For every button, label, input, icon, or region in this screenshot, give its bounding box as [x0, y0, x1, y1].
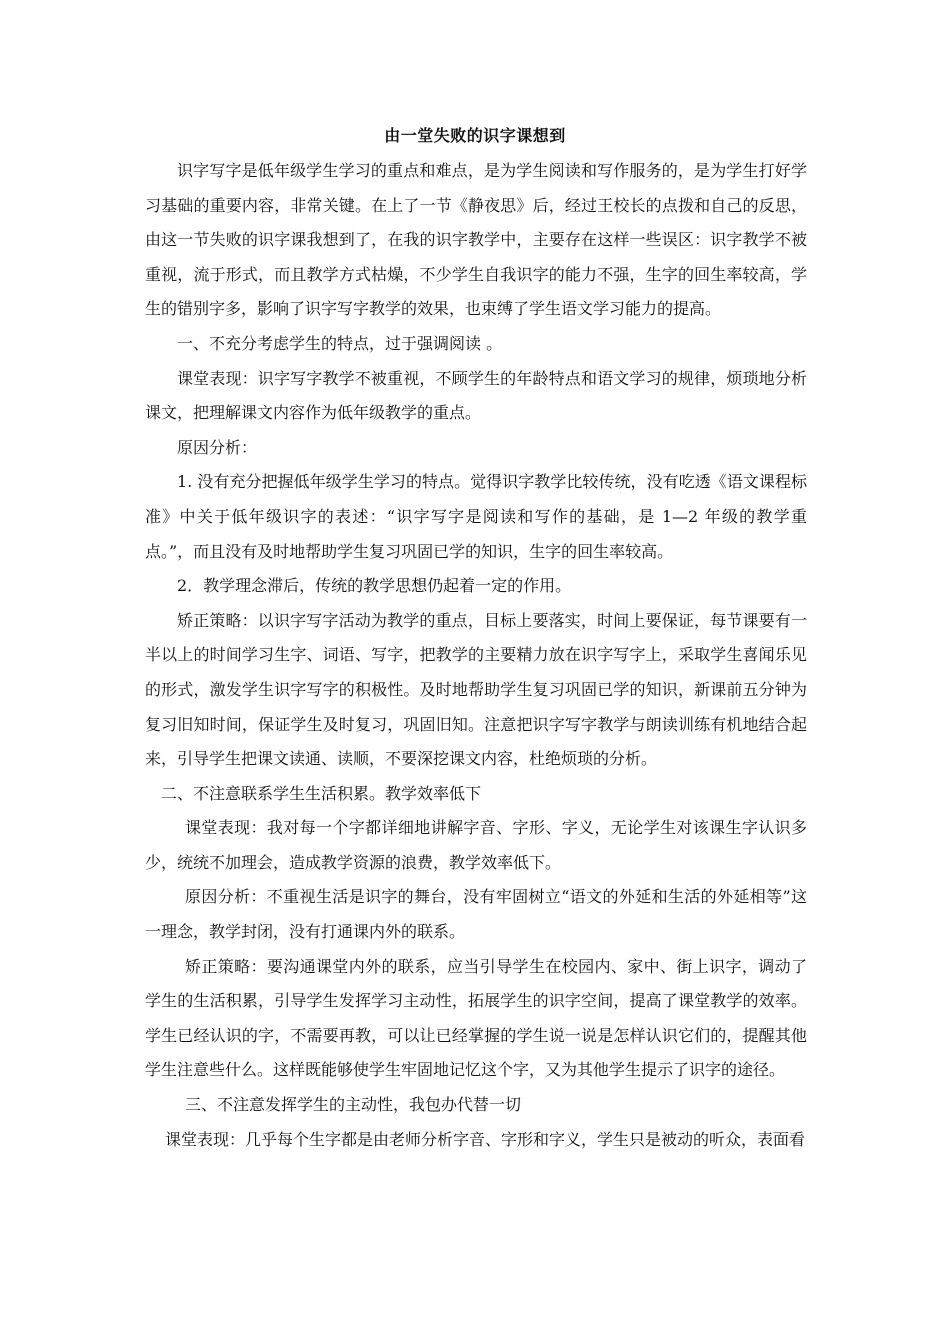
correction-strategy-2: 矫正策略：要沟通课堂内外的联系，应当引导学生在校园内、家中、街上识字，调动了学生的生活积累，引导学生发挥学习主动性，拓展学生的识字空间，提高了课堂教学的效率。学生已经认识的字，不需要再教，可以让已经掌握的学生说一说是怎样认识它们的，提醒其他学生注意些什么。这样既能够使学生牢固地记忆这个字，又为其他学生提示了识字的途径。 [145, 956, 807, 1080]
classroom-performance-2: 课堂表现：我对每一个字都详细地讲解字音、字形、字义，无论学生对该课生字认识多少，统统不加理会，造成教学资源的浪费，教学效率低下。 [145, 818, 807, 872]
cause-analysis-heading: 原因分析： [177, 437, 258, 457]
classroom-performance-3: 课堂表现：几乎每个生字都是由老师分析字音、字形和字义，学生只是被动的听众，表面看 [165, 1129, 806, 1149]
cause-analysis-point-2: 2．教学理念滞后，传统的教学思想仍起着一定的作用。 [177, 576, 572, 596]
cause-analysis-2: 原因分析：不重视生活是识字的舞台，没有牢固树立“语文的外延和生活的外延相等”这一理念，教学封闭，没有打通课内外的联系。 [145, 887, 807, 942]
section-heading-2: 二、不注意联系学生生活积累。教学效率低下 [161, 783, 482, 803]
section-heading-1: 一、不充分考虑学生的特点，过于强调阅读 。 [177, 333, 503, 353]
cause-analysis-point-1: 1. 没有充分把握低年级学生学习的特点。觉得识字教学比较传统，没有吃透《语文课程标准》中关于低年级识字的表述：“识字写字是阅读和写作的基础，是 1—2 年级的教学重点。”，而且没有及时地帮助学生复习巩固已学的知识，生字的回生率较高。 [145, 472, 807, 561]
intro-paragraph: 识字写字是低年级学生学习的重点和难点，是为学生阅读和写作服务的，是为学生打好学习基础的重要内容，非常关键。在上了一节《静夜思》后，经过王校长的点拨和自己的反思，由这一节失败的识字课我想到了，在我的识字教学中，主要存在这样一些误区：识字教学不被重视，流于形式，而且教学方式枯燥，不少学生自我识字的能力不强，生字的回生率较高，学生的错别字多，影响了识字写字教学的效果，也束缚了学生语文学习能力的提高。 [145, 161, 807, 319]
classroom-performance-1: 课堂表现：识字写字教学不被重视，不顾学生的年龄特点和语文学习的规律，烦琐地分析课文，把理解课文内容作为低年级教学的重点。 [145, 368, 807, 423]
section-heading-3: 三、不注意发挥学生的主动性，我包办代替一切 [185, 1095, 522, 1115]
document-title: 由一堂失败的识字课想到 [384, 126, 566, 145]
correction-strategy-1: 矫正策略：以识字写字活动为教学的重点，目标上要落实，时间上要保证，每节课要有一半以上的时间学习生字、词语、写字，把教学的主要精力放在识字写字上，采取学生喜闻乐见的形式，激发学生识字写字的积极性。及时地帮助学生复习巩固已学的知识，新课前五分钟为复习旧知时间，保证学生及时复习，巩固旧知。注意把识字写字教学与朗读训练有机地结合起来，引导学生把课文读通、读顺，不要深挖课文内容，杜绝烦琐的分析。 [145, 610, 807, 769]
document-body [145, 154, 807, 1157]
